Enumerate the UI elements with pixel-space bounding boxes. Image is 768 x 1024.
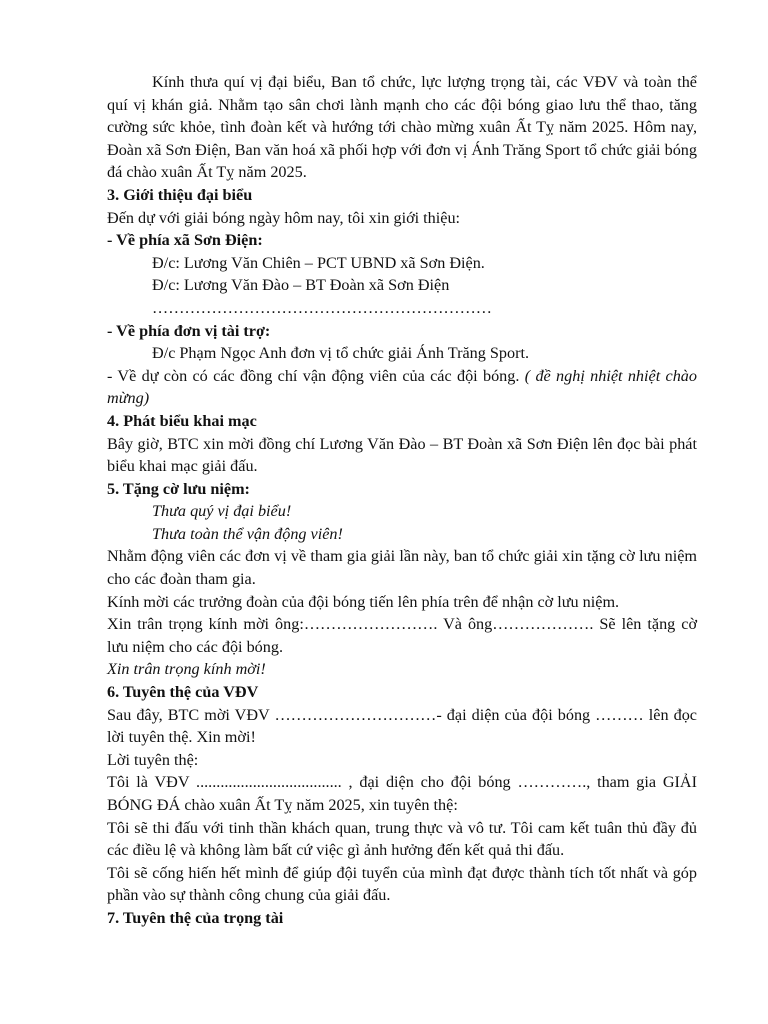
group-sponsor-label: - Về phía đơn vị tài trợ:: [107, 321, 271, 340]
sponsor-item: Đ/c Phạm Ngọc Anh đơn vị tổ chức giải Ánh Trăng Sport.: [152, 344, 530, 363]
document-page: [107, 71, 697, 930]
delegate-item: Đ/c: Lương Văn Chiên – PCT UBND xã Sơn Điện.: [152, 253, 485, 272]
section-5-paragraph: Xin trân trọng kính mời ông:……………………. Và ông………………. Sẽ lên tặng cờ lưu niệm cho các đội bóng.: [107, 615, 697, 656]
section-6-paragraph: Sau đây, BTC mời VĐV …………………………- đại diện của đội bóng ……… lên đọc lời tuyên thệ. Xin mời!: [107, 705, 697, 747]
greeting-line: Thưa quý vị đại biểu!: [152, 502, 292, 521]
group-son-dien-label: - Về phía xã Sơn Điện:: [107, 231, 263, 250]
intro-paragraph: Kính thưa quí vị đại biểu, Ban tổ chức, lực lượng trọng tài, các VĐV và toàn thể quí vị khán giả. Nhằm tạo sân chơi lành mạnh cho các đội bóng giao lưu thể thao, tăng cường sức khỏe, tình đoàn kết và hướng tới chào mừng xuân Ất Tỵ năm 2025. Hôm nay, Đoàn xã Sơn Điện, Ban văn hoá xã phối hợp với đơn vị Ánh Trăng Sport tổ chức giải bóng đá chào xuân Ất Tỵ năm 2025.: [107, 73, 697, 182]
oath-paragraph: Tôi sẽ thi đấu với tinh thần khách quan, trung thực và vô tư. Tôi cam kết tuân thủ đầy đủ các điều lệ và không làm bất cứ việc gì ảnh hưởng đến kết quả thi đấu.: [107, 818, 697, 860]
athletes-note: [107, 365, 697, 410]
delegate-item: Đ/c: Lương Văn Đào – BT Đoàn xã Sơn Điện: [152, 276, 450, 295]
oath-paragraph: Tôi là VĐV .................................... , đại diện cho đội bóng …………., tham gia GIẢI BÓNG ĐÁ chào xuân Ất Tỵ năm 2025, xin tuyên thệ:: [107, 773, 697, 814]
section-3-heading: 3. Giới thiệu đại biểu: [107, 185, 253, 204]
athletes-text: - Về dự còn có các đồng chí vận động viên của các đội bóng.: [107, 366, 520, 385]
section-7-heading: 7. Tuyên thệ của trọng tài: [107, 908, 284, 927]
section-4-heading: 4. Phát biểu khai mạc: [107, 411, 257, 430]
section-3-lead: Đến dự với giải bóng ngày hôm nay, tôi xin giới thiệu:: [107, 208, 461, 227]
applause-note: ( đề nghị nhiệt nhiệt chào mừng): [107, 366, 697, 408]
greeting-line: Thưa toàn thể vận động viên!: [152, 524, 343, 543]
section-5-paragraph: Kính mời các trưởng đoàn của đội bóng tiến lên phía trên để nhận cờ lưu niệm.: [107, 592, 620, 611]
section-6-heading: 6. Tuyên thệ của VĐV: [107, 683, 259, 702]
section-5-paragraph: Nhằm động viên các đơn vị về tham gia giải lần này, ban tổ chức giải xin tặng cờ lưu niệm cho các đoàn tham gia.: [107, 547, 697, 589]
delegate-item-placeholder: ………………………………………………………: [152, 298, 492, 317]
section-5-heading: 5. Tặng cờ lưu niệm:: [107, 479, 250, 498]
oath-paragraph: Tôi sẽ cống hiến hết mình để giúp đội tuyển của mình đạt được thành tích tốt nhất và góp phần vào sự thành công chung của giải đấu.: [107, 863, 697, 905]
section-4-text: Bây giờ, BTC xin mời đồng chí Lương Văn Đào – BT Đoàn xã Sơn Điện lên đọc bài phát biểu khai mạc giải đấu.: [107, 434, 697, 476]
section-5-closing: Xin trân trọng kính mời!: [107, 660, 266, 679]
oath-label: Lời tuyên thệ:: [107, 750, 199, 769]
